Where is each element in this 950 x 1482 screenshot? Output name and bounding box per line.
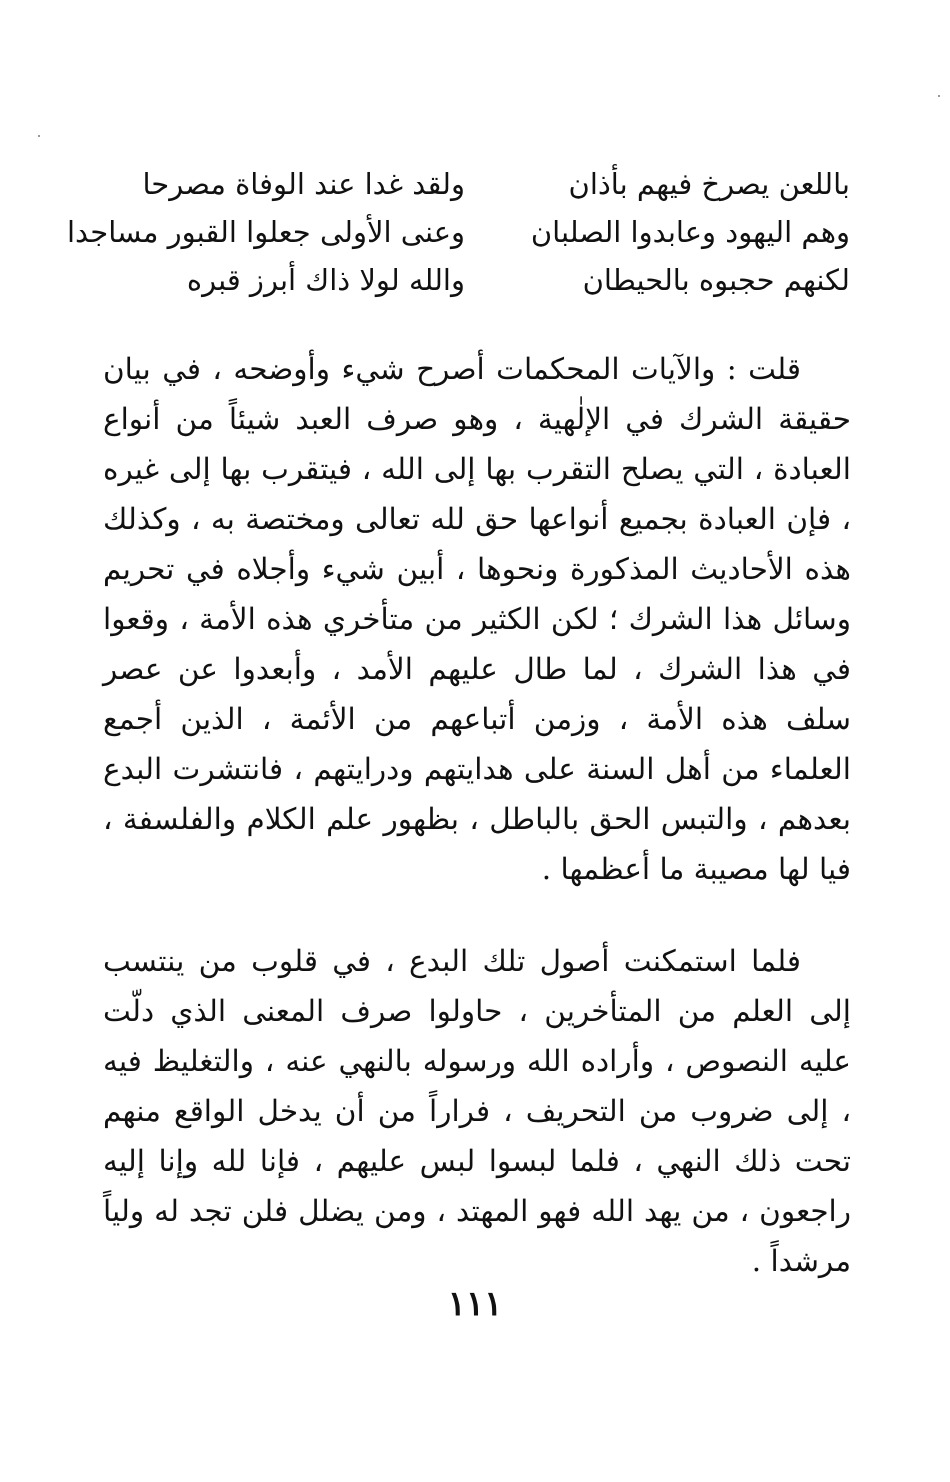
page-number: ١١١ [447, 1284, 503, 1324]
scan-mark [38, 135, 40, 137]
body-text [103, 344, 851, 1328]
poem-verse [105, 256, 850, 304]
poem-verse [105, 160, 850, 208]
verse-first-hemistich: والله لولا ذاك أبرز قبره [186, 263, 465, 297]
verse-first-hemistich: وعنى الأولى جعلوا القبور مساجدا [66, 215, 465, 249]
poem-verse [66, 208, 850, 256]
paragraph: فلما استمكنت أصول تلك البدع ، في قلوب من ينتسب إلى العلم من المتأخرين ، حاولوا صرف المعنى الذي دلّت عليه النصوص ، وأراده الله ورسوله بالنهي عنه ، والتغليظ فيه ، إلى ضروب من التحريف ، فراراً من أن يدخل الواقع منهم تحت ذلك النهي ، فلما لبسوا لبس عليهم ، فإنا لله وإنا إليه راجعون ، من يهد الله فهو المهتد ، ومن يضلل فلن تجد له ولياً مرشداً . [103, 944, 851, 1278]
verse-second-hemistich: لكنهم حجبوه بالحيطان [582, 263, 850, 297]
poem-block [66, 160, 850, 304]
verse-second-hemistich: وهم اليهود وعابدوا الصلبان [530, 215, 850, 249]
scan-mark [938, 95, 940, 97]
paragraph: قلت : والآيات المحكمات أصرح شيء وأوضحه ، في بيان حقيقة الشرك في الإلٰهية ، وهو صرف العبد شيئاً من أنواع العبادة ، التي يصلح التقرب بها إلى الله ، فيتقرب بها إلى غيره ، فإن العبادة بجميع أنواعها حق لله تعالى ومختصة به ، وكذلك هذه الأحاديث المذكورة ونحوها ، أبين شيء وأجلاه في تحريم وسائل هذا الشرك ؛ لكن الكثير من متأخري هذه الأمة ، وقعوا في هذا الشرك ، لما طال عليهم الأمد ، وأبعدوا عن عصر سلف هذه الأمة ، وزمن أتباعهم من الأئمة ، الذين أجمع العلماء من أهل السنة على هدايتهم ودرايتهم ، فانتشرت البدع بعدهم ، والتبس الحق بالباطل ، بظهور علم الكلام والفلسفة ، فيا لها مصيبة ما أعظمها . [103, 352, 851, 886]
verse-second-hemistich: باللعن يصرخ فيهم بأذان [568, 167, 850, 201]
verse-first-hemistich: ولقد غدا عند الوفاة مصرحا [142, 167, 465, 201]
